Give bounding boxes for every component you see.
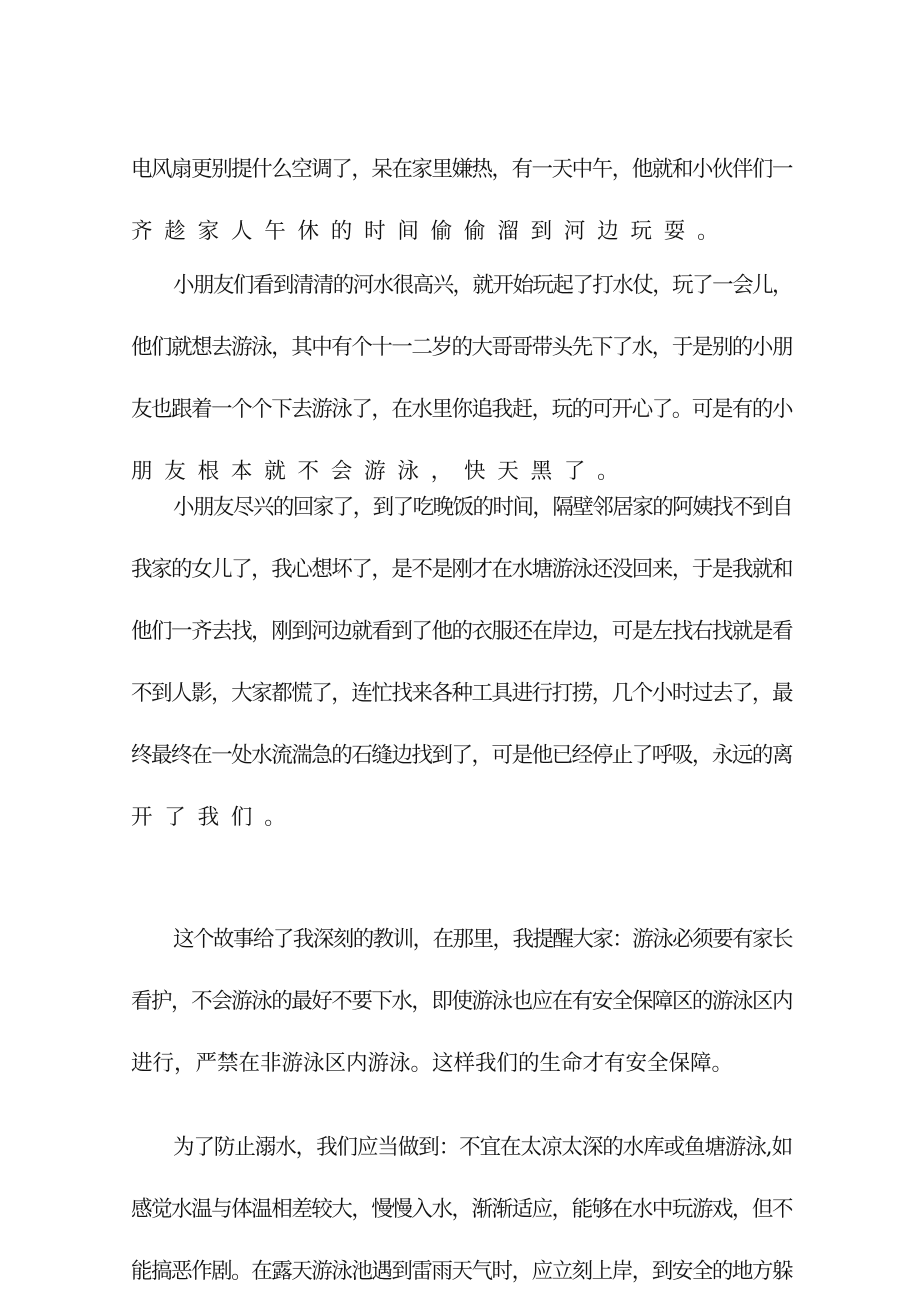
line-text: 这个故事给了我深刻的教训，在那里，我提醒大家：游泳必须要有家长 — [173, 927, 792, 952]
text-line — [0, 612, 920, 652]
line-text: 朋友根本就不会游泳，快天黑了。 — [131, 459, 631, 484]
text-line — [0, 212, 920, 252]
line-text: 终最终在一处水流湍急的石缝边找到了，可是他已经停止了呼吸，永远的离 — [131, 743, 792, 768]
text-line — [0, 266, 920, 306]
text-line — [0, 982, 920, 1022]
text-line — [0, 150, 920, 190]
text-line — [0, 328, 920, 368]
line-text: 小朋友们看到清清的河水很高兴，就开始玩起了打水仗，玩了一会儿， — [173, 273, 792, 298]
line-text: 不到人影，大家都慌了，连忙找来各种工具进行打捞，几个小时过去了，最 — [131, 681, 792, 706]
text-line — [0, 390, 920, 430]
line-text: 他们一齐去找，刚到河边就看到了他的衣服还在岸边，可是左找右找就是看 — [131, 619, 792, 644]
line-text: 齐趁家人午休的时间偷偷溜到河边玩耍。 — [131, 219, 731, 244]
text-line — [0, 1190, 920, 1230]
line-text: 进行，严禁在非游泳区内游泳。这样我们的生命才有安全保障。 — [131, 1051, 734, 1076]
text-line — [0, 736, 920, 776]
text-line — [0, 488, 920, 528]
line-text: 开了我们。 — [131, 805, 298, 830]
line-text: 友也跟着一个个下去游泳了，在水里你追我赶，玩的可开心了。可是有的小 — [131, 397, 792, 422]
line-text: 电风扇更别提什么空调了，呆在家里嫌热，有一天中午，他就和小伙伴们一 — [131, 157, 792, 182]
line-text: 看护，不会游泳的最好不要下水，即使游泳也应在有安全保障区的游泳区内 — [131, 989, 792, 1014]
line-text: 他们就想去游泳，其中有个十一二岁的大哥哥带头先下了水，于是别的小朋 — [131, 335, 792, 360]
text-line — [0, 920, 920, 960]
line-text: 为了防止溺水，我们应当做到：不宜在太凉太深的水库或鱼塘游泳,如 — [173, 1135, 793, 1160]
line-text: 小朋友尽兴的回家了，到了吃晚饭的时间，隔壁邻居家的阿姨找不到自 — [173, 495, 792, 520]
text-line — [0, 550, 920, 590]
text-line — [0, 1252, 920, 1292]
line-text: 我家的女儿了，我心想坏了，是不是刚才在水塘游泳还没回来，于是我就和 — [131, 557, 792, 582]
text-line — [0, 798, 920, 838]
line-text: 感觉水温与体温相差较大，慢慢入水，渐渐适应，能够在水中玩游戏，但不 — [131, 1197, 792, 1222]
text-line — [0, 452, 920, 492]
text-line — [0, 1044, 920, 1084]
line-text: 能搞恶作剧。在露天游泳池遇到雷雨天气时，应立刻上岸，到安全的地方躲 — [131, 1259, 792, 1284]
text-line — [0, 1128, 920, 1168]
text-line — [0, 674, 920, 714]
